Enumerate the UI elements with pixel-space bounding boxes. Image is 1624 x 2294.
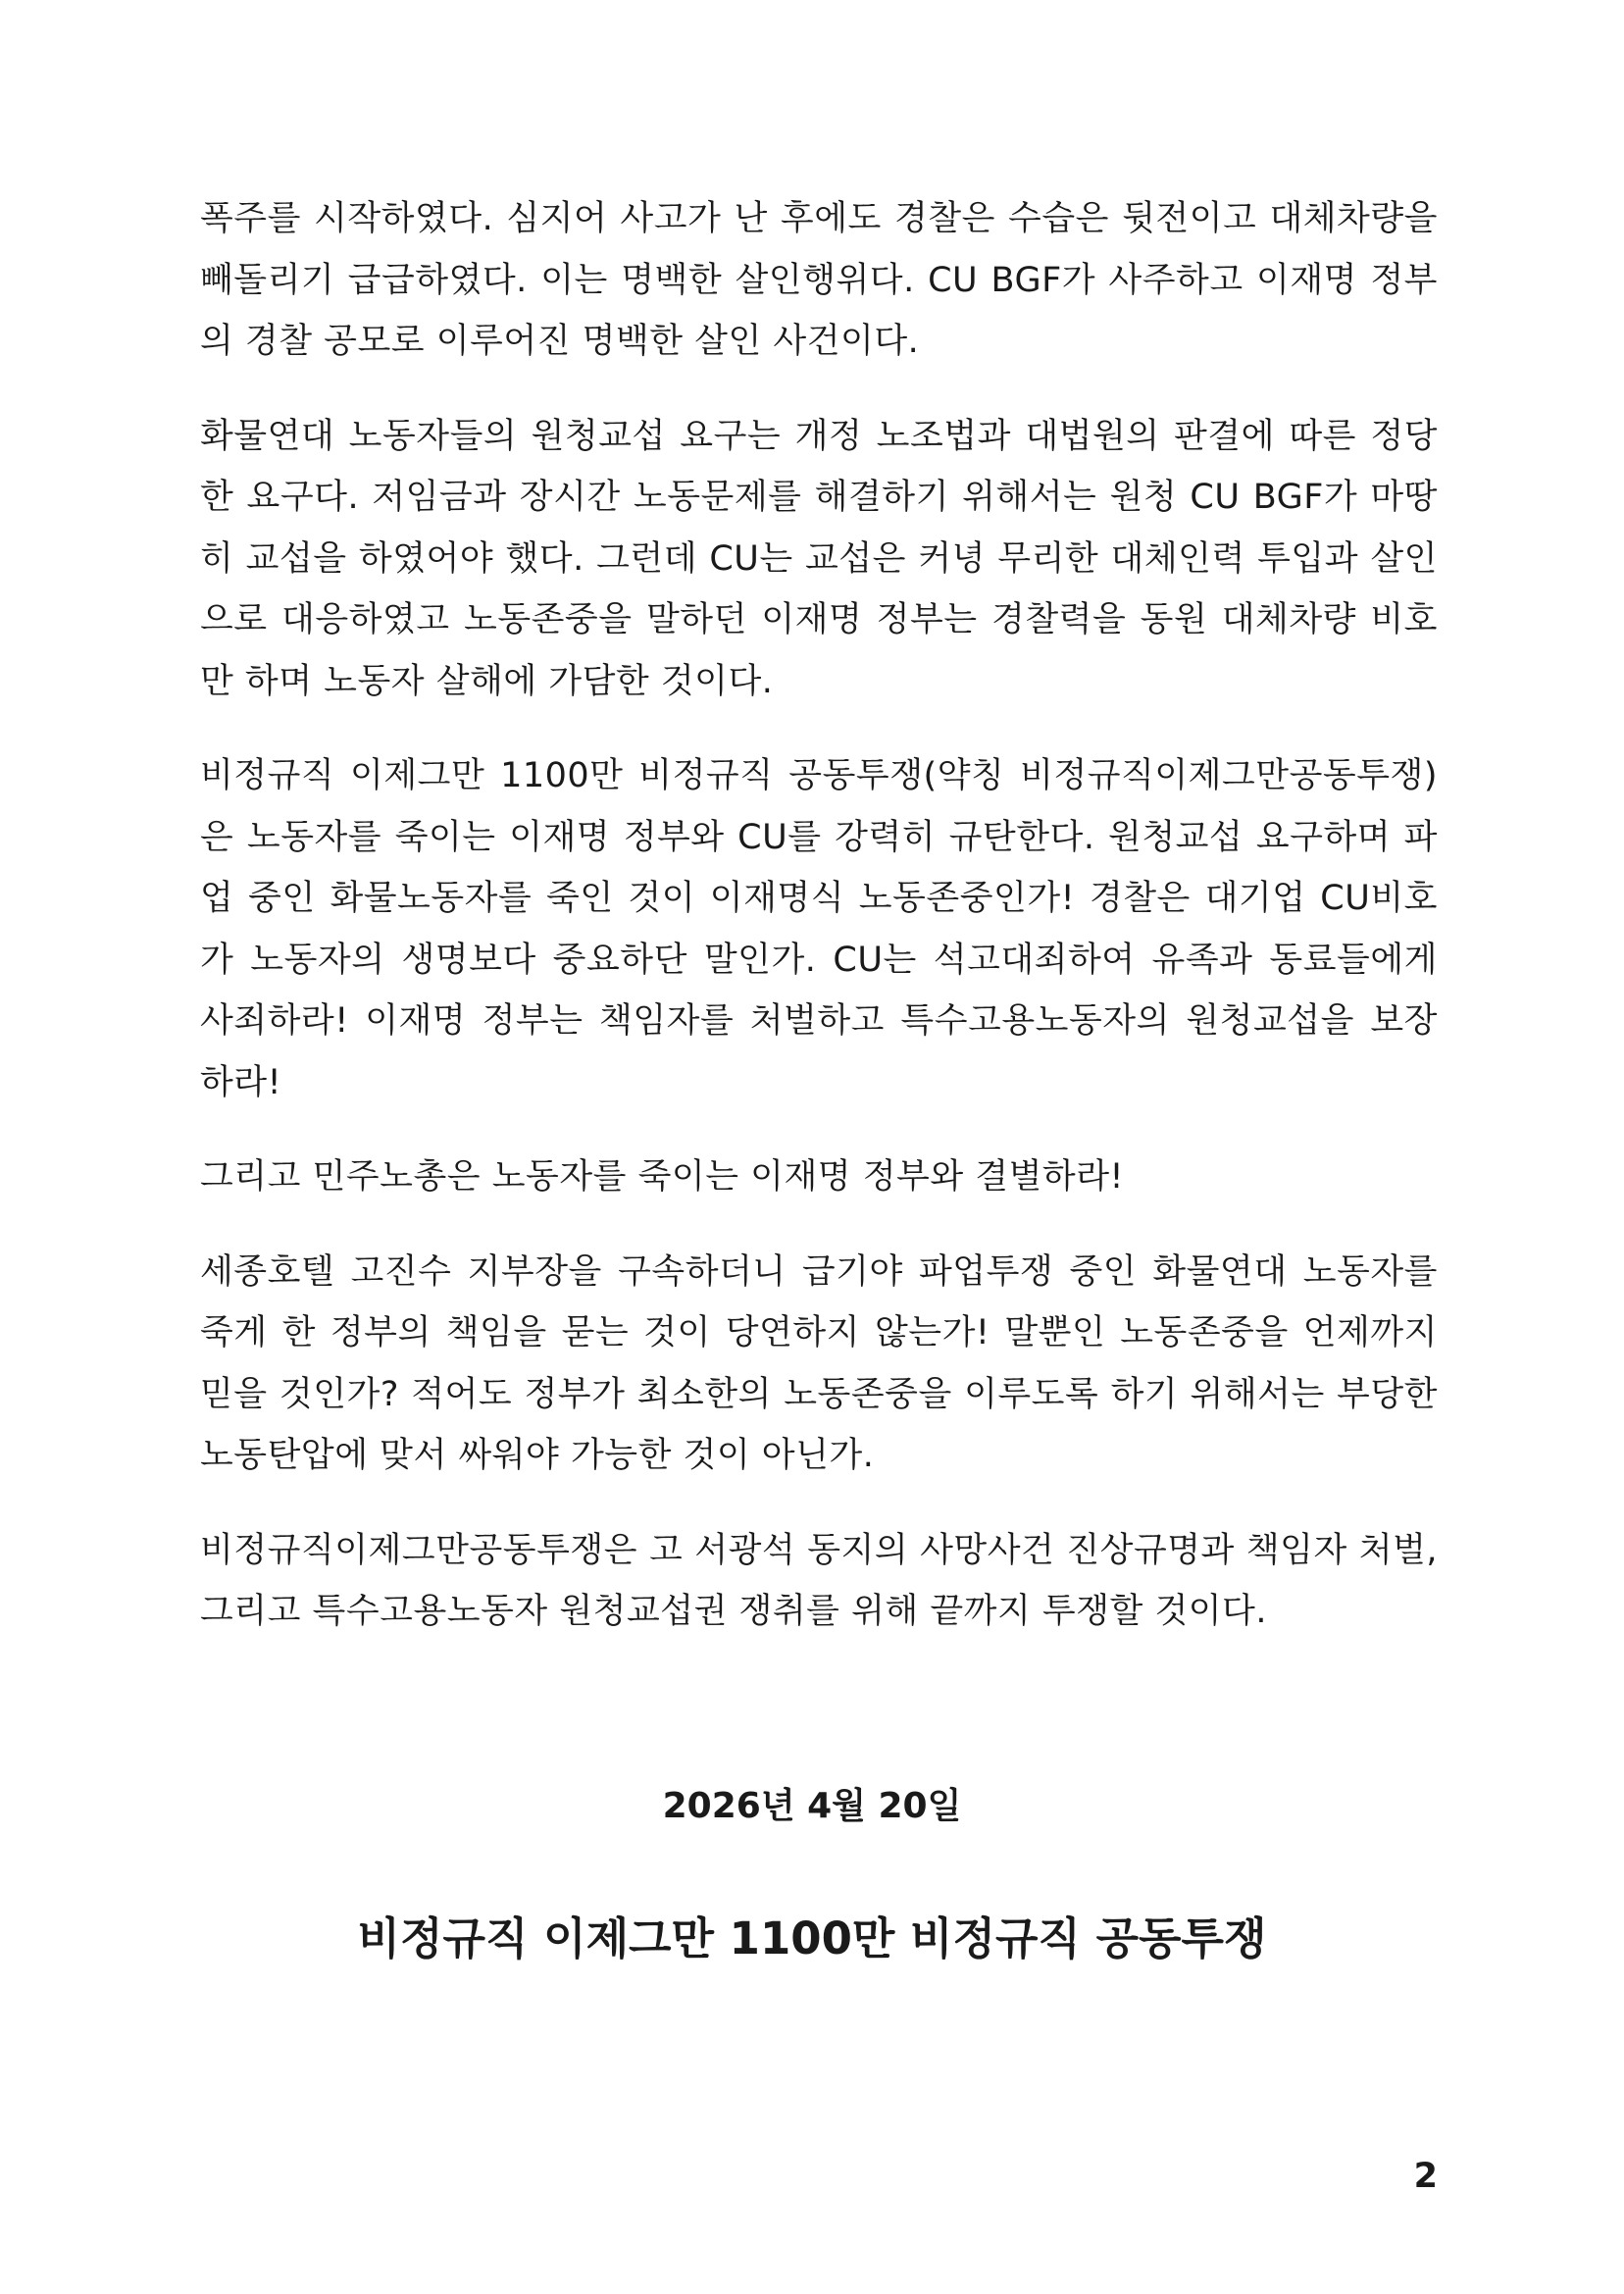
paragraph-5: 세종호텔 고진수 지부장을 구속하더니 급기야 파업투쟁 중인 화물연대 노동자를 죽게 한 정부의 책임을 묻는 것이 당연하지 않는가! 말뿐인 노동존중을 언제까지 믿을 것인가? 적어도 정부가 최소한의 노동존중을 이루도록 하기 위해서는 부당한 노동탄압에 맞서 싸워야 가능한 것이 아닌가. [200, 1251, 1438, 1475]
page-number: 2 [1413, 2157, 1438, 2196]
statement-date: 2026년 4월 20일 [662, 1786, 962, 1826]
body-text [200, 188, 1438, 1676]
paragraph-4: 그리고 민주노총은 노동자를 죽이는 이재명 정부와 결별하라! [200, 1157, 1125, 1197]
paragraph-3: 비정규직 이제그만 1100만 비정규직 공동투쟁(약칭 비정규직이제그만공동투쟁)은 노동자를 죽이는 이재명 정부와 CU를 강력히 규탄한다. 원청교섭 요구하며 파업 중인 화물노동자를 죽인 것이 이재명식 노동존중인가! 경찰은 대기업 CU비호가 노동자의 생명보다 중요하단 말인가. CU는 석고대죄하여 유족과 동료들에게 사죄하라! 이재명 정부는 책임자를 처벌하고 특수고용노동자의 원청교섭을 보장하라! [200, 756, 1438, 1102]
paragraph-2: 화물연대 노동자들의 원청교섭 요구는 개정 노조법과 대법원의 판결에 따른 정당한 요구다. 저임금과 장시간 노동문제를 해결하기 위해서는 원청 CU BGF가 마땅히 교섭을 하였어야 했다. 그런데 CU는 교섭은 커녕 무리한 대체인력 투입과 살인으로 대응하였고 노동존중을 말하던 이재명 정부는 경찰력을 동원 대체차량 비호만 하며 노동자 살해에 가담한 것이다. [200, 416, 1438, 701]
paragraph-6: 비정규직이제그만공동투쟁은 고 서광석 동지의 사망사건 진상규명과 책임자 처벌, 그리고 특수고용노동자 원청교섭권 쟁취를 위해 끝까지 투쟁할 것이다. [200, 1530, 1439, 1631]
paragraph-1: 폭주를 시작하였다. 심지어 사고가 난 후에도 경찰은 수습은 뒷전이고 대체차량을 빼돌리기 급급하였다. 이는 명백한 살인행위다. CU BGF가 사주하고 이재명 정부의 경찰 공모로 이루어진 명백한 살인 사건이다. [200, 199, 1438, 361]
organization-signature: 비정규직 이제그만 1100만 비정규직 공동투쟁 [357, 1912, 1267, 1964]
